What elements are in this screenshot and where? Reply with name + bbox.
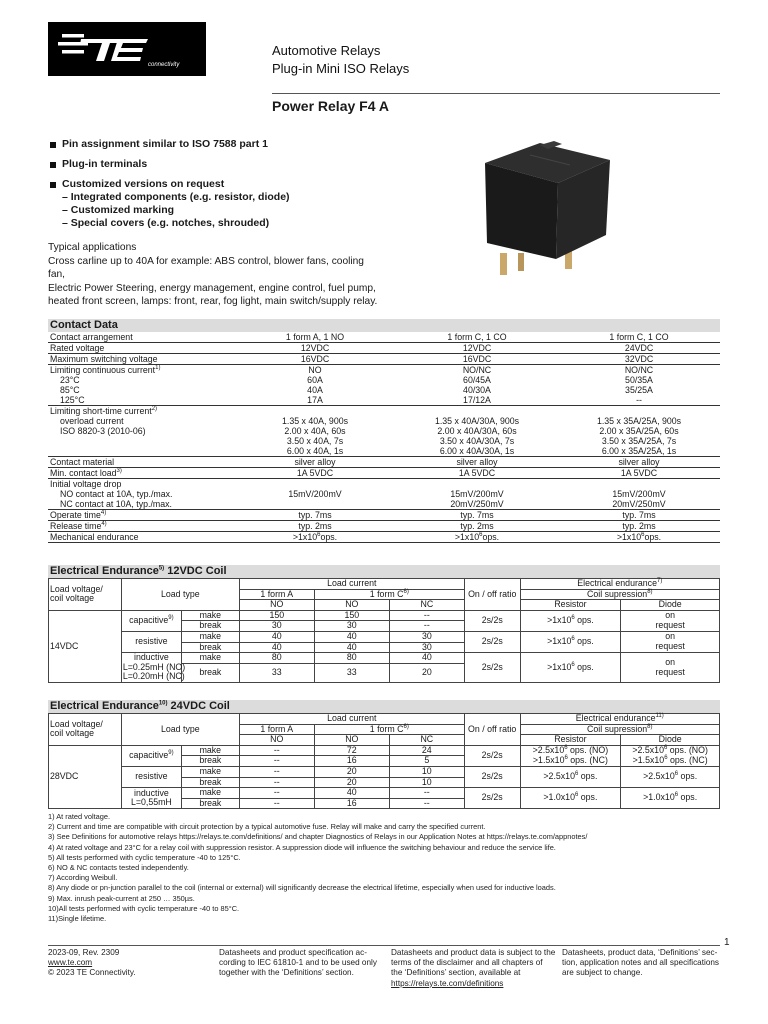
contact-value-cell: 60A [307,375,323,385]
relay-product-image [470,135,620,280]
contact-value-cell: 17/12A [463,395,491,405]
footnote-item: 11)Single lifetime. [48,914,107,924]
contact-value-cell: typ. 7ms [558,510,720,521]
resistor-cell: $>2.5x10^6$ ops. [520,766,621,787]
value-cell: 20 [389,663,464,682]
load-type-cell: inductive L=0,55mH [121,788,181,809]
footnote-item: 4) At rated voltage and 23°C for a relay coil with suppression resistor. A suppression diode will influence the switching behaviour and reduce the service life. [48,842,556,852]
value-cell: -- [239,788,314,799]
endurance-12vdc-table [48,578,720,683]
contact-value-cell: 1 form A, 1 NO [285,332,345,342]
diode-cell: $>2.5x10^6$ ops. (NO) $>1.5x10^6$ ops. (NC) [621,745,720,766]
contact-param-label: Limiting short-time current$^{2)}$ [48,406,234,417]
contact-value-cell: NO/NC [558,365,720,376]
contact-value-cell: 12VDC [396,343,558,354]
col-header-nc: NC [389,600,464,611]
endurance-12vdc-section [48,565,720,683]
applications-line: heated front screen, lamps: front, rear, fog light, main switch/supply relay. [48,296,378,307]
col-header-resistor: Resistor [520,600,621,611]
footnote-ref: 5) [158,565,165,572]
contact-value-cell: 32VDC [558,354,720,365]
value-cell: 80 [314,653,389,664]
contact-value-cell: silver alloy [396,457,558,468]
contact-value-cell: typ. 2ms [558,521,720,532]
contact-value-cell: silver alloy [234,457,396,468]
contact-data-section [48,319,720,543]
contact-value-cell: 1.35 x 40A/30A, 900s [434,416,520,426]
value-cell: -- [239,766,314,777]
footnote-item: 7) According Weibull. [48,873,118,883]
applications-line: Electric Power Steering, energy management, engine control, fuel pump, [48,282,376,294]
endurance-24vdc-section [48,700,720,809]
contact-value-cell: 2.00 x 35A/25A, 60s [599,426,679,436]
logo-subtext: connectivity [148,62,180,68]
value-cell: 24 [389,745,464,756]
col-header-no: NO [239,600,314,611]
contact-value-cell: 1A 5VDC [234,468,396,479]
resistor-cell: $>1x10^6$ ops. [520,631,621,652]
endurance-24vdc-title [48,700,720,713]
contact-value-cell: 17A [307,395,323,405]
value-cell: 150 [314,610,389,621]
resistor-cell: $>1.0x10^6$ ops. [520,788,621,809]
feature-item: Customized versions on request [48,178,290,191]
footer-text: Datasheets and product data is subject to the [391,948,556,957]
contact-value-cell: 1A 5VDC [396,468,558,479]
value-cell: 30 [389,642,464,653]
contact-data-row [48,354,720,365]
footer-col-2 [219,948,377,979]
footer-text: tion, application notes and all specifications [562,958,720,968]
contact-param-label: Release time$^{4)}$ [48,521,234,532]
footer-rule [48,945,720,946]
contact-param-label [48,436,234,446]
contact-value-cell: 50/35A [625,375,653,385]
contact-value-cell: 3.50 x 35A/25A, 7s [601,436,677,446]
break-cell: break [181,663,239,682]
contact-value-cell: 2.00 x 40A, 60s [284,426,346,436]
contact-data-row [48,510,720,521]
value-cell: 33 [239,663,314,682]
contact-value-cell: NO [234,365,396,376]
value-cell: 33 [314,663,389,682]
diode-cell: $>2.5x10^6$ ops. [621,766,720,787]
contact-data-row [48,426,720,436]
contact-data-row [48,395,720,406]
contact-data-row [48,489,720,499]
value-cell: 40 [239,642,314,653]
col-header-endurance: Electrical endurance$^{7)}$ [520,579,719,590]
te-logo [48,22,206,76]
diode-cell: on request [621,610,720,631]
value-cell: 150 [239,610,314,621]
col-header-form-c: 1 form $C^{6)}$ [314,589,464,600]
value-cell: 16 [314,756,389,767]
footnote-item: 10)All tests performed with cyclic temperature -40 to 85°C. [48,903,240,913]
footer-date: 2023-09, Rev. 2309 [48,948,120,957]
contact-value-cell: 1.35 x 35A/25A, 900s [596,416,682,426]
footnote-item: 6) NO & NC contacts tested independently. [48,863,189,873]
contact-value-cell [558,406,720,417]
header-line1: Automotive Relays [272,43,381,58]
contact-param-label: Initial voltage drop [48,479,234,490]
contact-value-cell: 40A [307,385,323,395]
col-header-no: NO [239,735,314,746]
contact-value-cell: 15mV/200mV [288,489,342,499]
col-header-load-current: Load current [239,714,464,725]
col-header-form-a: 1 form A [239,589,314,600]
page-number: 1 [724,937,730,948]
resistor-cell: $>2.5x10^6$ ops. (NO) $>1.5x10^6$ ops. (NC) [520,745,621,766]
value-cell: 16 [314,798,389,809]
contact-value-cell [558,479,720,490]
load-type-cell: capacitive$^{9)}$ [121,745,181,766]
col-header-form-a: 1 form A [239,724,314,735]
footer-text: together with the ‘Definitions’ section. [219,968,354,978]
contact-value-cell: $>1x10^6ops$. [558,532,720,543]
footnotes [48,812,587,924]
ratio-cell: 2s/2s [464,745,520,766]
footer-website-link[interactable]: www.te.com [48,958,93,968]
contact-data-table [48,332,720,543]
contact-value-cell: 1.35 x 40A, 900s [281,416,349,426]
contact-value-cell: typ. 7ms [396,510,558,521]
col-header-load-type: Load type [121,579,239,611]
contact-data-row [48,479,720,490]
contact-value-cell: 12VDC [234,343,396,354]
contact-value-cell: 20mV/250mV [450,499,504,509]
col-header-load-type: Load type [121,714,239,746]
value-cell: 40 [389,653,464,664]
footer-col-4 [562,948,719,979]
contact-value-cell: -- [636,395,642,405]
contact-value-cell: 15mV/200mV [612,489,666,499]
contact-param-label: 23°C [60,375,80,385]
load-type-cell: capacitive$^{9)}$ [121,610,181,631]
contact-param-label: Mechanical endurance [48,532,234,543]
contact-value-cell: $>1x10^6ops$. [396,532,558,543]
load-type-cell: resistive [121,631,181,652]
value-cell: -- [239,756,314,767]
contact-param-label: Maximum switching voltage [48,354,234,365]
value-cell: 30 [239,621,314,632]
contact-value-cell: 3.50 x 40A, 7s [286,436,344,446]
contact-value-cell: 1A 5VDC [558,468,720,479]
contact-data-row [48,385,720,395]
contact-value-cell [234,499,396,510]
contact-param-label: NC contact at 10A, typ./max. [60,499,172,509]
value-cell: 10 [389,777,464,788]
contact-value-cell: 6.00 x 35A/25A, 1s [601,446,677,456]
footer-text: cording to IEC 61810-1 and to be used only [219,958,377,968]
endurance-title-rest: 12VDC Coil [164,565,227,577]
value-cell: 20 [314,777,389,788]
diode-cell: $>1.0x10^6$ ops. [621,788,720,809]
endurance-12vdc-title [48,565,720,578]
footnote-item: 5) All tests performed with cyclic temperature -40 to 125°C. [48,852,241,862]
contact-param-label: Limiting continuous current$^{1)}$ [48,365,234,376]
col-header-voltage: Load voltage/ coil voltage [49,714,122,746]
break-cell: break [181,798,239,809]
make-cell: make [181,745,239,756]
diode-cell: on request [621,653,720,683]
col-header-nc: NC [389,735,464,746]
value-cell: 30 [389,631,464,642]
value-cell: 40 [314,642,389,653]
feature-item: Pin assignment similar to ISO 7588 part 1 [48,138,290,151]
ratio-cell: 2s/2s [464,610,520,631]
applications-title: Typical applications [48,242,137,253]
endurance-title-text: Electrical Endurance [50,565,159,577]
footnote-item: 9) Max. inrush peak-current at 250 … 350µs. [48,893,195,903]
contact-value-cell: 16VDC [396,354,558,365]
contact-data-row [48,332,720,343]
te-logo-icon [48,22,206,76]
contact-value-cell: 6.00 x 40A/30A, 1s [439,446,515,456]
contact-param-label: ISO 8820-3 (2010-06) [60,426,146,436]
break-cell: break [181,621,239,632]
feature-subitem: – Customized marking [62,204,175,216]
applications-line: Cross carline up to 40A for example: ABS control, blower fans, cooling fan, [48,255,364,280]
col-header-onoff: On / off ratio [464,579,520,611]
load-type-cell: inductive L=0.25mH (NO) L=0.20mH (NC) [122,652,186,682]
voltage-cell: 28VDC [49,745,122,809]
contact-param-label: Contact arrangement [50,332,133,342]
col-header-voltage: Load voltage/ coil voltage [49,579,122,611]
value-cell: -- [239,798,314,809]
footnote-item: 1) At rated voltage. [48,812,111,821]
contact-param-label: Min. contact load$^{3)}$ [48,468,234,479]
contact-data-row [48,446,720,457]
contact-value-cell: 16VDC [234,354,396,365]
break-cell: break [181,756,239,767]
contact-value-cell: 20mV/250mV [612,499,666,509]
ratio-cell: 2s/2s [464,788,520,809]
contact-value-cell [234,479,396,490]
ratio-cell: 2s/2s [464,631,520,652]
endurance-title-text: Electrical Endurance [50,700,159,712]
contact-data-row [48,375,720,385]
endurance-24vdc-table [48,713,720,809]
contact-value-cell: typ. 2ms [396,521,558,532]
load-type-cell: resistive [121,766,181,787]
contact-param-label [48,446,234,457]
contact-value-cell [396,406,558,417]
contact-param-label: Rated voltage [48,343,234,354]
contact-param-label: 125°C [60,395,85,405]
col-header-load-current: Load current [239,579,464,590]
ratio-cell: 2s/2s [464,653,520,683]
contact-param-label: overload current [60,416,124,426]
value-cell: -- [389,798,464,809]
value-cell: 80 [239,653,314,664]
contact-param-label: 85°C [60,385,80,395]
contact-data-row [48,521,720,532]
col-header-diode: Diode [621,600,720,611]
contact-param-label: Operate time$^{4)}$ [48,510,234,521]
header-line2: Plug-in Mini ISO Relays [272,61,410,76]
contact-value-cell: silver alloy [558,457,720,468]
footnote-ref: 10) [158,700,168,707]
value-cell: -- [389,621,464,632]
footer-copyright: © 2023 TE Connectivity. [48,968,136,978]
make-cell: make [181,788,239,799]
feature-item: Plug-in terminals [48,158,290,171]
contact-data-row [48,468,720,479]
contact-data-row [48,436,720,446]
col-header-resistor: Resistor [520,735,621,746]
value-cell: 40 [314,631,389,642]
typical-applications [48,241,378,309]
footer-text: terms of the disclaimer and all chapters of [391,958,543,968]
contact-param-label: NO contact at 10A, typ./max. [60,489,173,499]
col-header-diode: Diode [621,735,720,746]
footer-text: are subject to change. [562,968,643,978]
contact-value-cell: 40/30A [463,385,491,395]
col-header-no: NO [314,735,389,746]
contact-value-cell: typ. 2ms [234,521,396,532]
make-cell: make [181,610,239,621]
contact-value-cell: 60/45A [463,375,491,385]
contact-data-row [48,532,720,543]
contact-value-cell: 3.50 x 40A/30A, 7s [439,436,515,446]
value-cell: -- [239,745,314,756]
footnote-item: 2) Current and time are compatible with circuit protection by a typical automotive fuse. Relay will make and carry the specified current. [48,822,486,832]
contact-data-row [48,457,720,468]
value-cell: 10 [389,766,464,777]
col-header-coil: Coil supression$^{8)}$ [520,724,719,735]
value-cell: 72 [314,745,389,756]
break-cell: break [181,642,239,653]
diode-cell: on request [621,631,720,652]
value-cell: -- [239,777,314,788]
make-cell: make [181,766,239,777]
footer-text: Datasheets, product data, ‘Definitions’ sec- [562,948,718,957]
footer-text: Datasheets and product specification ac- [219,948,367,957]
contact-value-cell: 1 form C, 1 CO [609,332,669,342]
endurance-title-rest: 24VDC Coil [167,700,230,712]
col-header-onoff: On / off ratio [464,714,520,746]
col-header-coil: Coil supression$^{8)}$ [520,589,719,600]
feature-subitem: – Integrated components (e.g. resistor, diode) [62,191,290,203]
voltage-cell: 14VDC [49,610,122,682]
contact-value-cell: NO/NC [396,365,558,376]
contact-param-label: Contact material [48,457,234,468]
make-cell: make [181,631,239,642]
col-header-form-c: 1 form $C^{6)}$ [314,724,464,735]
contact-value-cell [396,479,558,490]
footer-definitions-link[interactable]: https://relays.te.com/definitions [391,978,504,988]
page-title: Power Relay F4 A [272,98,389,114]
contact-value-cell: typ. 7ms [234,510,396,521]
break-cell: break [181,777,239,788]
value-cell: 40 [239,631,314,642]
value-cell: 30 [314,621,389,632]
contact-value-cell: 1 form C, 1 CO [447,332,507,342]
feature-subitem: – Special covers (e.g. notches, shrouded) [62,217,270,229]
contact-value-cell: $>1x10^6ops$. [234,532,396,543]
contact-value-cell: 2.00 x 40A/30A, 60s [437,426,517,436]
contact-value-cell: 24VDC [558,343,720,354]
contact-value-cell: 15mV/200mV [450,489,504,499]
footnote-item: 8) Any diode or pn-junction parallel to the coil (internal or external) will significantly decrease the electrical lifetime, especially when used for inductive loads. [48,883,556,893]
make-cell: make [181,653,239,664]
resistor-cell: $>1x10^6$ ops. [520,653,621,683]
value-cell: -- [389,788,464,799]
contact-value-cell: 35/25A [625,385,653,395]
value-cell: -- [389,610,464,621]
contact-data-row [48,406,720,417]
footer-col-3 [391,948,555,989]
col-header-endurance: Electrical endurance$^{11)}$ [520,714,719,725]
col-header-no: NO [314,600,389,611]
contact-data-row [48,416,720,426]
contact-data-row [48,499,720,510]
resistor-cell: $>1x10^6$ ops. [520,610,621,631]
contact-data-row [48,365,720,376]
feature-list [48,138,290,230]
footer-text: the ‘Definitions’ section, available at [391,968,521,978]
value-cell: 5 [389,756,464,767]
title-rule [272,93,720,94]
footer-col-1 [48,948,136,979]
contact-data-row [48,343,720,354]
footnote-item: 3) See Definitions for automotive relays https://relays.te.com/definitions/ and chapter Diagnostics of Relays in our Application Notes at https://relays.te.com/appnotes/ [48,832,588,842]
value-cell: 40 [314,788,389,799]
contact-value-cell [234,406,396,417]
ratio-cell: 2s/2s [464,766,520,787]
value-cell: 20 [314,766,389,777]
contact-value-cell: 6.00 x 40A, 1s [286,446,344,456]
contact-data-title: Contact Data [48,319,720,332]
